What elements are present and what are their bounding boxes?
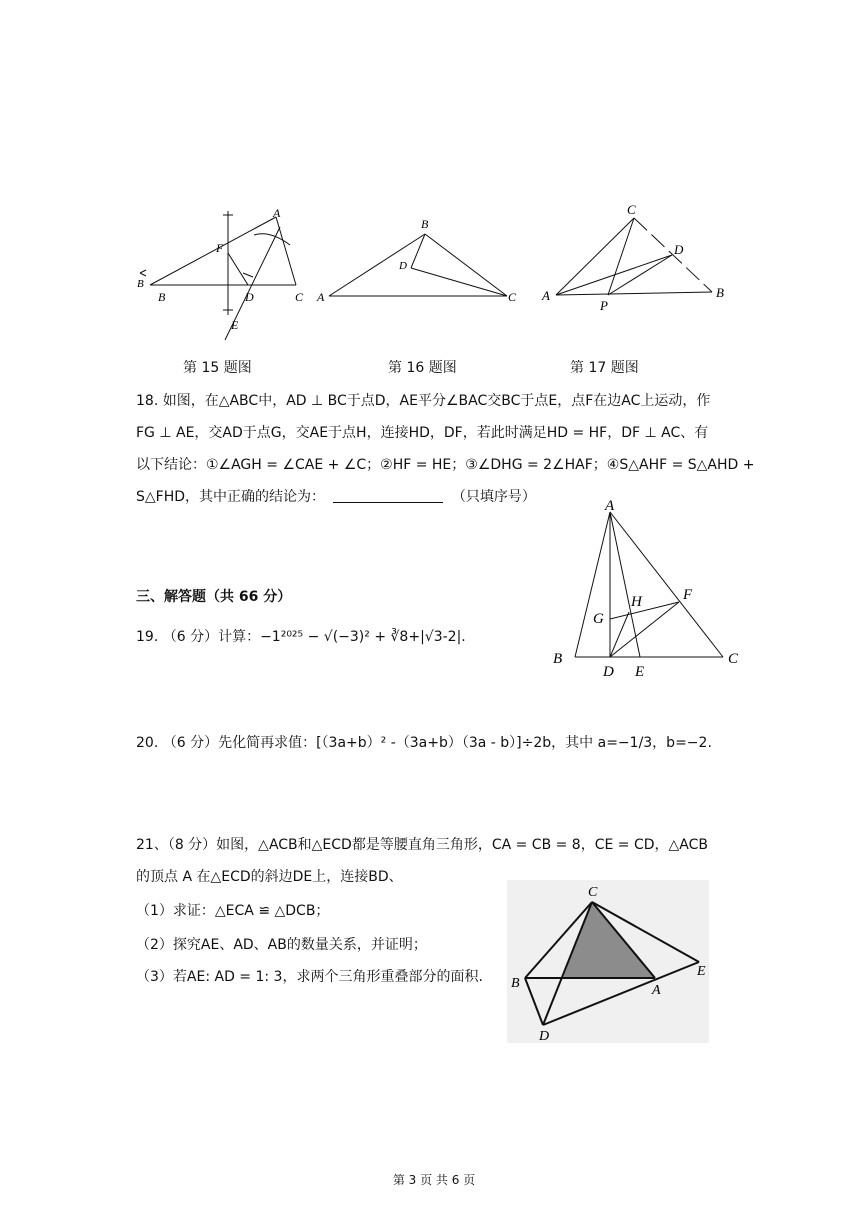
fig16-label-C: C (508, 290, 517, 304)
fig18-label-D: D (603, 664, 614, 680)
q20-text: 20. （6 分）先化简再求值：[（3a+b）² -（3a+b）（3a - b）]÷2b，其中 a=−1/3，b=−2. (136, 735, 712, 751)
fig16-label-B: B (421, 217, 429, 231)
q18-line4 (136, 486, 536, 506)
q18-answer-blank[interactable] (333, 488, 443, 503)
figure-17-caption: 第 17 题图 (570, 360, 639, 376)
fig15-label-F: F (216, 241, 224, 255)
fig17-label-D: D (674, 242, 684, 257)
figure-15-diagram (130, 205, 320, 345)
fig21-label-E: E (697, 964, 706, 979)
figure-21 (507, 880, 709, 1043)
fig18-label-G: G (593, 611, 604, 627)
fig21-label-A: A (652, 983, 661, 998)
figure-21-diagram (507, 880, 709, 1043)
fig18-label-E: E (635, 664, 645, 680)
figure-16 (315, 212, 525, 312)
figure-17 (538, 200, 738, 320)
q21-line1: 21、（8 分）如图，△ACB和△ECD都是等腰直角三角形，CA = CB = 8，CE = CD，△ACB (136, 837, 709, 853)
q18-line4-prefix: S△FHD，其中正确的结论为： (136, 489, 326, 505)
q18-line3: 以下结论：①∠AGH = ∠CAE + ∠C；②HF = HE；③∠DHG = 2∠HAF；④S△AHF = S△AHD + (136, 457, 755, 473)
q18-line1: 18. 如图，在△ABC中，AD ⊥ BC于点D，AE平分∠BAC交BC于点E，点F在边AC上运动，作 (136, 393, 711, 409)
q18-line2: FG ⊥ AE，交AD于点G，交AE于点H，连接HD，DF，若此时满足HD = HF，DF ⊥ AC、有 (136, 425, 709, 441)
q21-line2: 的顶点 A 在△ECD的斜边DE上，连接BD、 (136, 869, 403, 885)
figure-15-caption: 第 15 题图 (183, 360, 252, 376)
fig18-label-F: F (683, 587, 693, 603)
fig18-label-A: A (605, 498, 615, 514)
fig16-label-A: A (317, 290, 325, 304)
figure-16-caption: 第 16 题图 (388, 360, 457, 376)
q19-text: 19. （6 分）计算：−1²⁰²⁵ − √(−3)² + ∛8+|√3-2|. (136, 629, 466, 645)
fig15-label-B: B (158, 290, 166, 304)
fig21-label-B: B (511, 976, 520, 991)
fig15-label-B2: B (137, 278, 144, 290)
page-footer: 第 3 页 共 6 页 (392, 1173, 476, 1187)
fig17-label-C: C (627, 202, 636, 217)
fig17-label-P: P (600, 298, 608, 313)
q21-sub1: （1）求证：△ECA ≌ △DCB； (136, 903, 330, 919)
fig15-label-C: C (295, 290, 304, 304)
q21-sub3: （3）若AE: AD = 1: 3，求两个三角形重叠部分的面积. (136, 969, 483, 985)
fig21-label-D: D (539, 1029, 550, 1043)
fig15-label-D: D (245, 290, 254, 304)
fig21-label-C: C (588, 885, 598, 900)
figure-15 (130, 205, 320, 345)
fig17-label-A: A (542, 288, 550, 303)
fig18-label-C: C (728, 651, 739, 667)
fig15-label-A: A (273, 206, 281, 220)
fig15-label-E: E (231, 318, 239, 332)
figure-18 (545, 497, 750, 682)
figure-18-diagram (545, 497, 750, 682)
fig18-label-B: B (553, 651, 563, 667)
q21-sub2: （2）探究AE、AD、AB的数量关系，并证明； (136, 937, 427, 953)
fig16-label-D: D (399, 260, 407, 272)
figure-17-diagram (538, 200, 738, 320)
fig17-label-B: B (716, 285, 724, 300)
section-3-title: 三、解答题（共 66 分） (136, 589, 292, 605)
figure-16-diagram (315, 212, 525, 312)
fig18-label-H: H (631, 594, 642, 610)
q18-line4-suffix: （只填序号） (451, 489, 536, 505)
